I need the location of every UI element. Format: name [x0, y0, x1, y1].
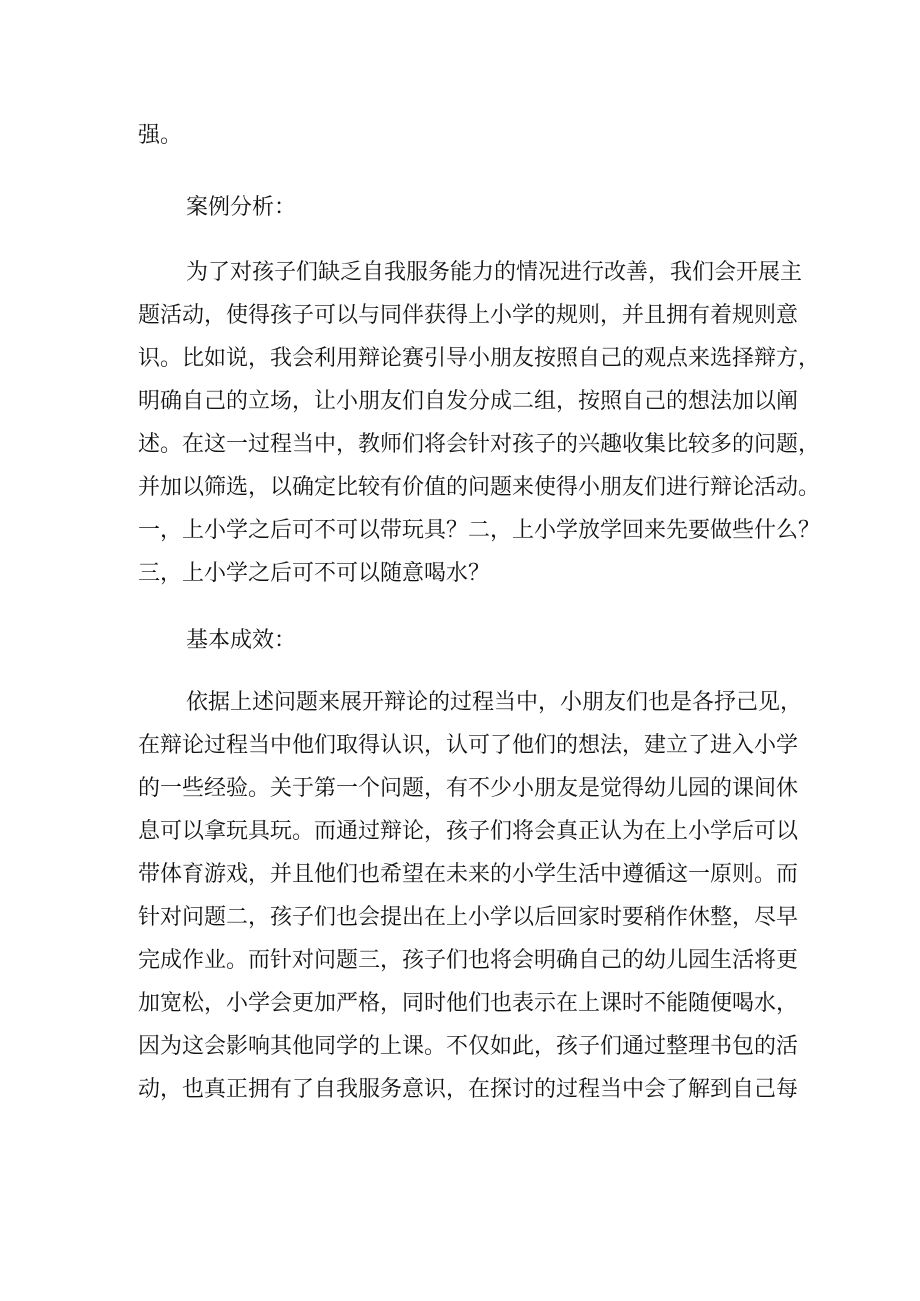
text-line: 依据上述问题来展开辩论的过程当中，小朋友们也是各抒己见，	[186, 690, 803, 715]
text-line: 带体育游戏，并且他们也希望在未来的小学生活中遵循这一原则。而	[138, 862, 799, 887]
text-line: 针对问题二，孩子们也会提出在上小学以后回家时要稍作休整，尽早	[138, 905, 799, 930]
text-line: 并加以筛选，以确定比较有价值的问题来使得小朋友们进行辩论活动。	[138, 475, 821, 500]
text-line: 动，也真正拥有了自我服务意识，在探讨的过程当中会了解到自己每	[138, 1077, 799, 1102]
text-line: 强。	[138, 123, 183, 148]
section-heading-case-analysis: 案例分析：	[186, 195, 297, 220]
text-line: 息可以拿玩具玩。而通过辩论，孩子们将会真正认为在上小学后可以	[138, 819, 799, 844]
text-line: 一，上小学之后可不可以带玩具？二，上小学放学回来先要做些什么？	[138, 518, 821, 543]
text-line: 为了对孩子们缺乏自我服务能力的情况进行改善，我们会开展主	[186, 260, 803, 285]
text-line: 加宽松，小学会更加严格，同时他们也表示在上课时不能随便喝水，	[138, 991, 799, 1016]
text-line: 明确自己的立场，让小朋友们自发分成二组，按照自己的想法加以阐	[138, 389, 799, 414]
text-line: 识。比如说，我会利用辩论赛引导小朋友按照自己的观点来选择辩方，	[138, 346, 821, 371]
text-line: 在辩论过程当中他们取得认识，认可了他们的想法，建立了进入小学	[138, 733, 799, 758]
text-line: 的一些经验。关于第一个问题，有不少小朋友是觉得幼儿园的课间休	[138, 776, 799, 801]
text-line: 因为这会影响其他同学的上课。不仅如此，孩子们通过整理书包的活	[138, 1034, 799, 1059]
text-line: 完成作业。而针对问题三，孩子们也将会明确自己的幼儿园生活将更	[138, 948, 799, 973]
text-line: 三，上小学之后可不可以随意喝水？	[138, 561, 491, 586]
text-line: 述。在这一过程当中，教师们将会针对孩子的兴趣收集比较多的问题，	[138, 432, 821, 457]
text-line: 题活动，使得孩子可以与同伴获得上小学的规则，并且拥有着规则意	[138, 303, 799, 328]
section-heading-basic-results: 基本成效：	[186, 628, 297, 653]
